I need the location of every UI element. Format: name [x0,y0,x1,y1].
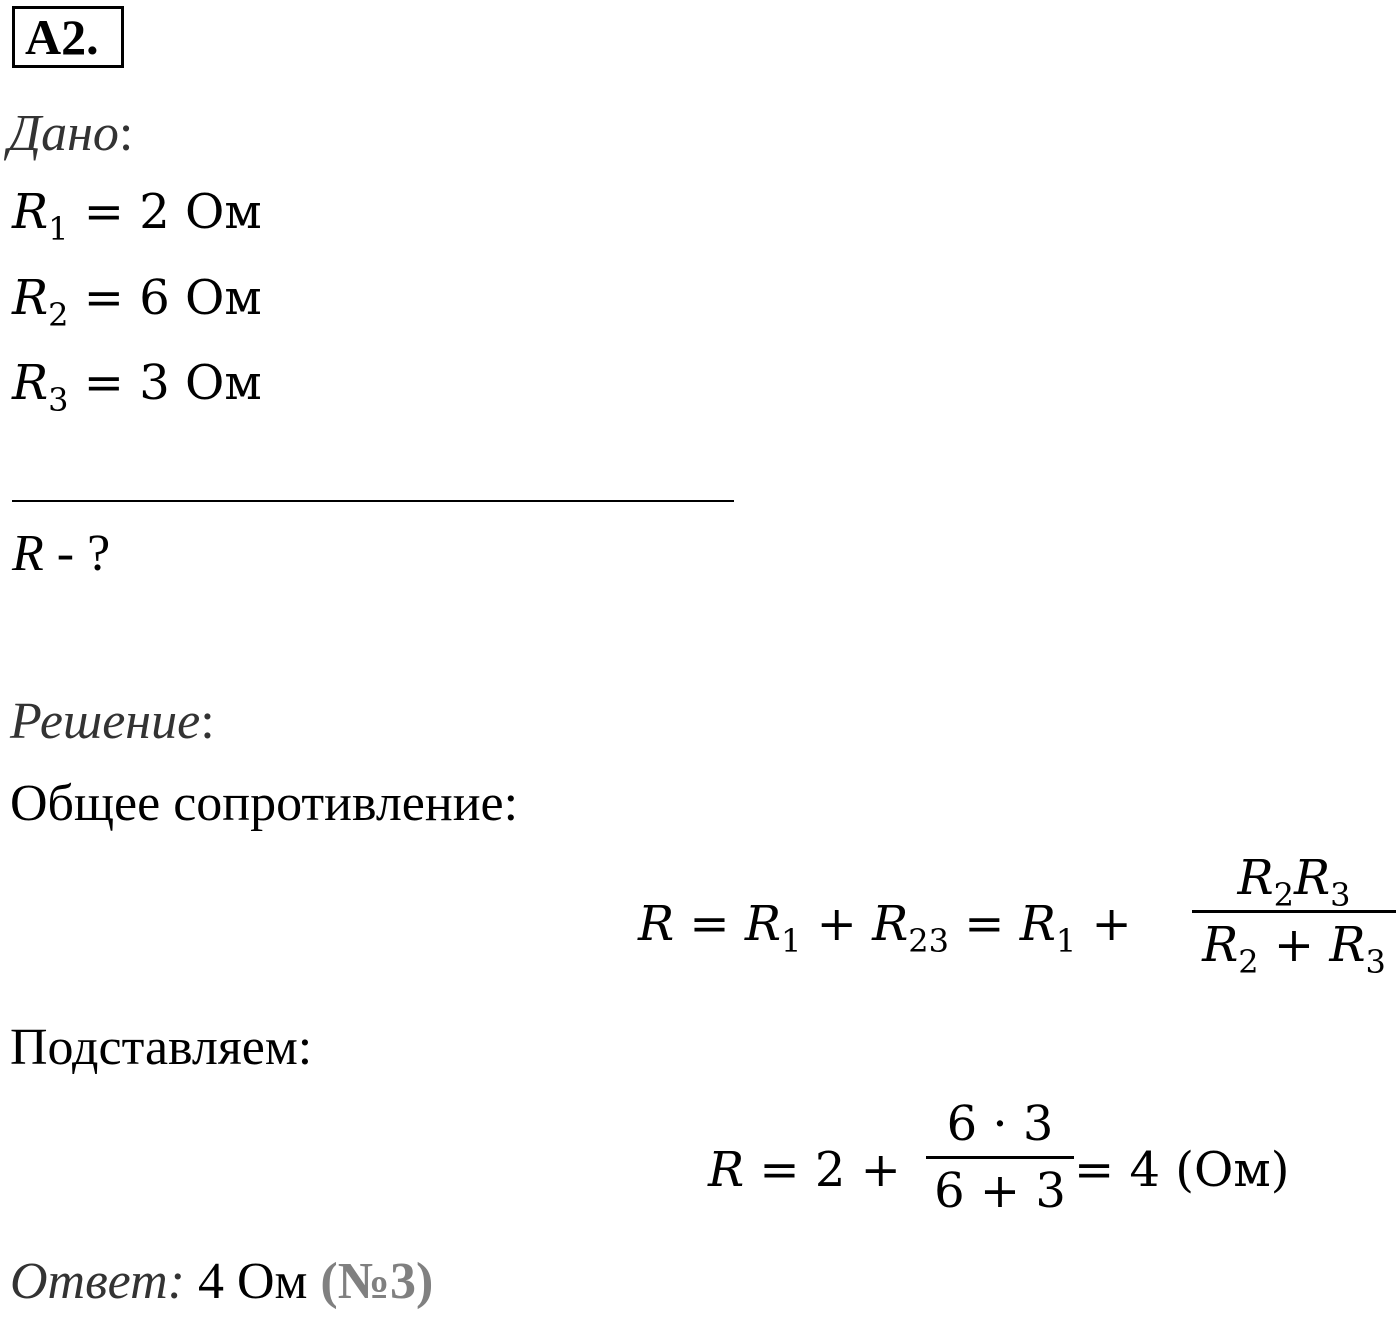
given-r2-value: = 6 Ом [83,270,262,326]
formula-denominator [1192,917,1396,981]
calc-result: = 4 (Ом) [1074,1142,1290,1198]
den-a-sub: 2 [1238,943,1259,981]
calc-denominator: 6 + 3 [934,1163,1066,1219]
calc-fraction [926,1096,1074,1219]
given-r2-symbol: R [12,270,49,326]
given-r3-symbol: R [12,355,49,411]
solution-heading-text: Решение [10,693,201,750]
den-b: R [1329,917,1366,973]
formula-lhs: R [638,896,675,952]
given-r1-value: = 2 Ом [83,184,262,240]
formula-plus1: + [801,896,873,952]
given-r3-value: = 3 Ом [83,355,262,411]
formula-r1b-sub: 1 [1055,922,1077,960]
num-b-sub: 3 [1330,876,1351,914]
given-divider [12,500,734,502]
formula-r1: R [744,896,782,952]
formula-r23: R [872,896,909,952]
given-r2-sub: 2 [48,296,69,334]
given-item-r3 [12,355,262,419]
num-a-sub: 2 [1273,876,1294,914]
formula-plus2: + [1076,896,1132,952]
num-b: R [1294,850,1331,906]
answer-line [10,1252,433,1311]
problem-label: А2. [12,6,124,68]
given-r1-sub: 1 [48,210,69,248]
given-heading [8,104,133,163]
find-symbol: R [12,525,44,582]
formula-r1-sub: 1 [781,922,802,960]
formula-r1b: R [1019,896,1056,952]
given-r1-symbol: R [12,184,49,240]
general-text: Общее сопротивление: [10,775,519,832]
formula-fraction [1192,850,1396,981]
calc-lhs: R [708,1142,745,1198]
calc-fraction-bar [926,1156,1074,1159]
given-r3-sub: 3 [48,381,69,419]
den-plus: + [1258,917,1330,973]
given-heading-text: Дано [8,105,119,162]
solution-heading-colon: : [200,693,215,750]
find-text: - ? [43,525,111,582]
given-heading-colon: : [118,105,134,162]
formula-eq1: = [674,896,745,952]
solution-heading [10,692,215,751]
calc-part1: = 2 + [744,1142,901,1198]
formula-r23-sub: 23 [908,922,949,960]
den-a: R [1202,917,1239,973]
given-item-r1 [12,184,262,248]
den-b-sub: 3 [1365,943,1386,981]
find-line [12,524,110,583]
answer-reference: (№3) [320,1253,434,1310]
substitute-text: Подставляем: [10,1019,313,1076]
answer-label: Ответ: [10,1253,185,1310]
formula-eq2: = [948,896,1020,952]
calc-numerator: 6 · 3 [946,1096,1054,1152]
calc-left [708,1142,901,1198]
formula-fraction-bar [1192,910,1396,913]
num-a: R [1237,850,1274,906]
formula-line [638,896,1132,960]
formula-numerator [1192,850,1396,914]
answer-value: 4 Ом [184,1253,321,1310]
given-item-r2 [12,270,262,334]
